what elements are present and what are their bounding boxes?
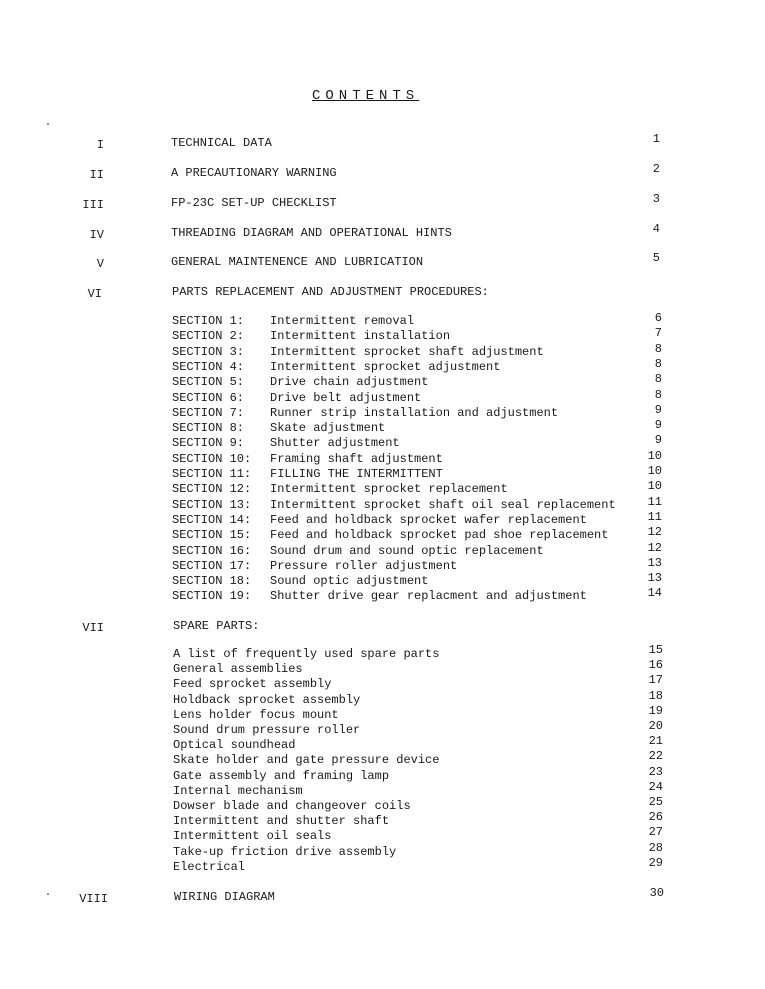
toc-numeral: III [82,198,104,212]
toc-page-number: 8 [654,356,662,371]
toc-page-number: 13 [647,571,662,586]
toc-page-number: 8 [654,341,662,356]
toc-page-number: 16 [648,658,663,673]
toc-page-number: 2 [652,162,660,176]
spare-part-label: Dowser blade and changeover coils [173,799,411,813]
toc-entry-label: FP-23C SET-UP CHECKLIST [171,196,337,210]
toc-page-number: 10 [647,464,662,478]
subsection-label: Skate adjustment [270,421,386,436]
subsection-label: Feed and holdback sprocket pad shoe replacement [270,528,609,543]
subsection-number: SECTION 18: [172,574,252,589]
subsection-number: SECTION 8: [172,421,245,436]
toc-page-number: 9 [654,418,662,433]
toc-page-number: 28 [648,840,663,855]
subsection-label: Pressure roller adjustment [270,558,458,573]
toc-page-number: 19 [648,703,663,718]
subsection-label: Drive chain adjustment [270,375,429,390]
toc-numeral: IV [89,228,104,242]
numeral-vi: VI [87,287,102,301]
toc-page-number: 5 [652,251,660,265]
toc-page-number: 12 [647,525,662,540]
spare-part-label: Feed sprocket assembly [173,677,332,692]
spare-part-label: Lens holder focus mount [173,707,339,722]
subsection-label: FILLING THE INTERMITTENT [270,467,443,481]
subsection-number: SECTION 4: [172,359,245,374]
toc-page-number: 8 [654,372,662,387]
subsection-number: SECTION 13: [172,497,252,512]
subsection-label: Runner strip installation and adjustment [270,405,559,420]
spare-part-label: Intermittent and shutter shaft [173,814,390,829]
toc-page-number: 9 [654,402,662,417]
subsection-label: Intermittent installation [270,329,451,344]
toc-page-number: 11 [647,494,662,509]
toc-page-number: 23 [648,764,663,779]
page-title: CONTENTS [312,88,420,104]
subsection-number: SECTION 14: [172,512,252,527]
spare-part-label: Skate holder and gate pressure device [173,753,440,768]
toc-page-number: 6 [654,311,662,325]
toc-page-number: 8 [654,387,662,402]
subsection-label: Feed and holdback sprocket wafer replacement [270,512,587,527]
toc-page-number: 21 [648,734,663,749]
subsection-number: SECTION 15: [172,528,252,543]
subsection-number: SECTION 16: [172,543,252,558]
toc-page-number: 13 [647,555,662,570]
subsection-label: Intermittent sprocket shaft oil seal replacement [270,497,616,512]
subsection-label: Intermittent sprocket adjustment [270,359,501,374]
spare-part-label: Internal mechanism [173,783,303,798]
subsection-number: SECTION 19: [172,589,252,604]
spare-part-label: Take-up friction drive assembly [173,844,397,859]
spare-part-label: Sound drum pressure roller [173,723,361,737]
toc-entry-label: TECHNICAL DATA [171,136,272,150]
toc-numeral: I [96,138,104,152]
toc-page-number: 10 [647,479,662,494]
subsection-label: Intermittent sprocket shaft adjustment [270,344,544,359]
toc-entry-label: A PRECAUTIONARY WARNING [171,166,337,180]
toc-page-number: 26 [648,810,663,825]
toc-page-number: 7 [654,326,662,341]
subsection-number: SECTION 5: [172,375,245,390]
toc-page-number: 14 [647,586,662,601]
toc-page-number: 27 [648,825,663,840]
section-vi-heading: PARTS REPLACEMENT AND ADJUSTMENT PROCEDURES: [172,285,489,299]
spare-part-label: A list of frequently used spare parts [173,647,440,661]
subsection-label: Framing shaft adjustment [270,451,443,466]
subsection-label: Sound drum and sound optic replacement [270,543,544,558]
subsection-number: SECTION 11: [172,467,252,481]
subsection-number: SECTION 1: [172,314,245,328]
toc-page-number: 1 [652,132,660,146]
toc-page-number: 24 [648,779,663,794]
toc-numeral: V [96,257,104,271]
subsection-number: SECTION 17: [172,558,252,573]
scan-speck [47,893,49,895]
toc-page-number: 11 [647,509,662,524]
subsection-label: Shutter drive gear replacment and adjustment [270,589,587,604]
subsection-label: Intermittent removal [270,314,415,328]
toc-page-number: 25 [648,795,663,809]
spare-part-label: Electrical [173,859,246,874]
subsection-label: Drive belt adjustment [270,390,422,405]
subsection-number: SECTION 6: [172,390,245,405]
subsection-number: SECTION 9: [172,436,245,451]
subsection-label: Shutter adjustment [270,436,400,451]
subsection-number: SECTION 3: [172,344,245,359]
toc-page-number: 29 [648,855,663,870]
toc-page-number: 3 [652,192,660,206]
spare-part-label: Intermittent oil seals [173,829,332,844]
toc-entry-label: THREADING DIAGRAM AND OPERATIONAL HINTS [171,226,452,240]
toc-page-number: 9 [654,433,662,448]
subsection-number: SECTION 10: [172,451,252,466]
section-vii-heading: SPARE PARTS: [173,619,260,633]
toc-page-number: 17 [648,673,663,688]
section-viii-label: WIRING DIAGRAM [174,890,275,904]
spare-part-label: General assemblies [173,662,303,677]
toc-page-number: 15 [648,643,663,657]
numeral-vii: VII [82,621,104,635]
toc-page-number: 10 [647,448,662,463]
subsection-number: SECTION 7: [172,405,245,420]
toc-numeral: II [89,168,104,182]
scan-speck [47,123,49,125]
subsection-number: SECTION 2: [172,329,245,344]
spare-part-label: Gate assembly and framing lamp [173,768,390,783]
numeral-viii: VIII [79,892,108,906]
toc-page-number: 18 [648,688,663,703]
toc-page-number: 22 [648,749,663,764]
spare-part-label: Holdback sprocket assembly [173,692,361,707]
toc-page-number: 4 [652,222,660,236]
toc-entry-label: GENERAL MAINTENENCE AND LUBRICATION [171,255,424,269]
spare-part-label: Optical soundhead [173,738,296,753]
toc-page-number: 20 [648,719,663,733]
section-viii-page: 30 [649,886,664,900]
toc-page-number: 12 [647,540,662,555]
subsection-label: Intermittent sprocket replacement [270,482,508,497]
subsection-number: SECTION 12: [172,482,252,497]
subsection-label: Sound optic adjustment [270,574,429,589]
